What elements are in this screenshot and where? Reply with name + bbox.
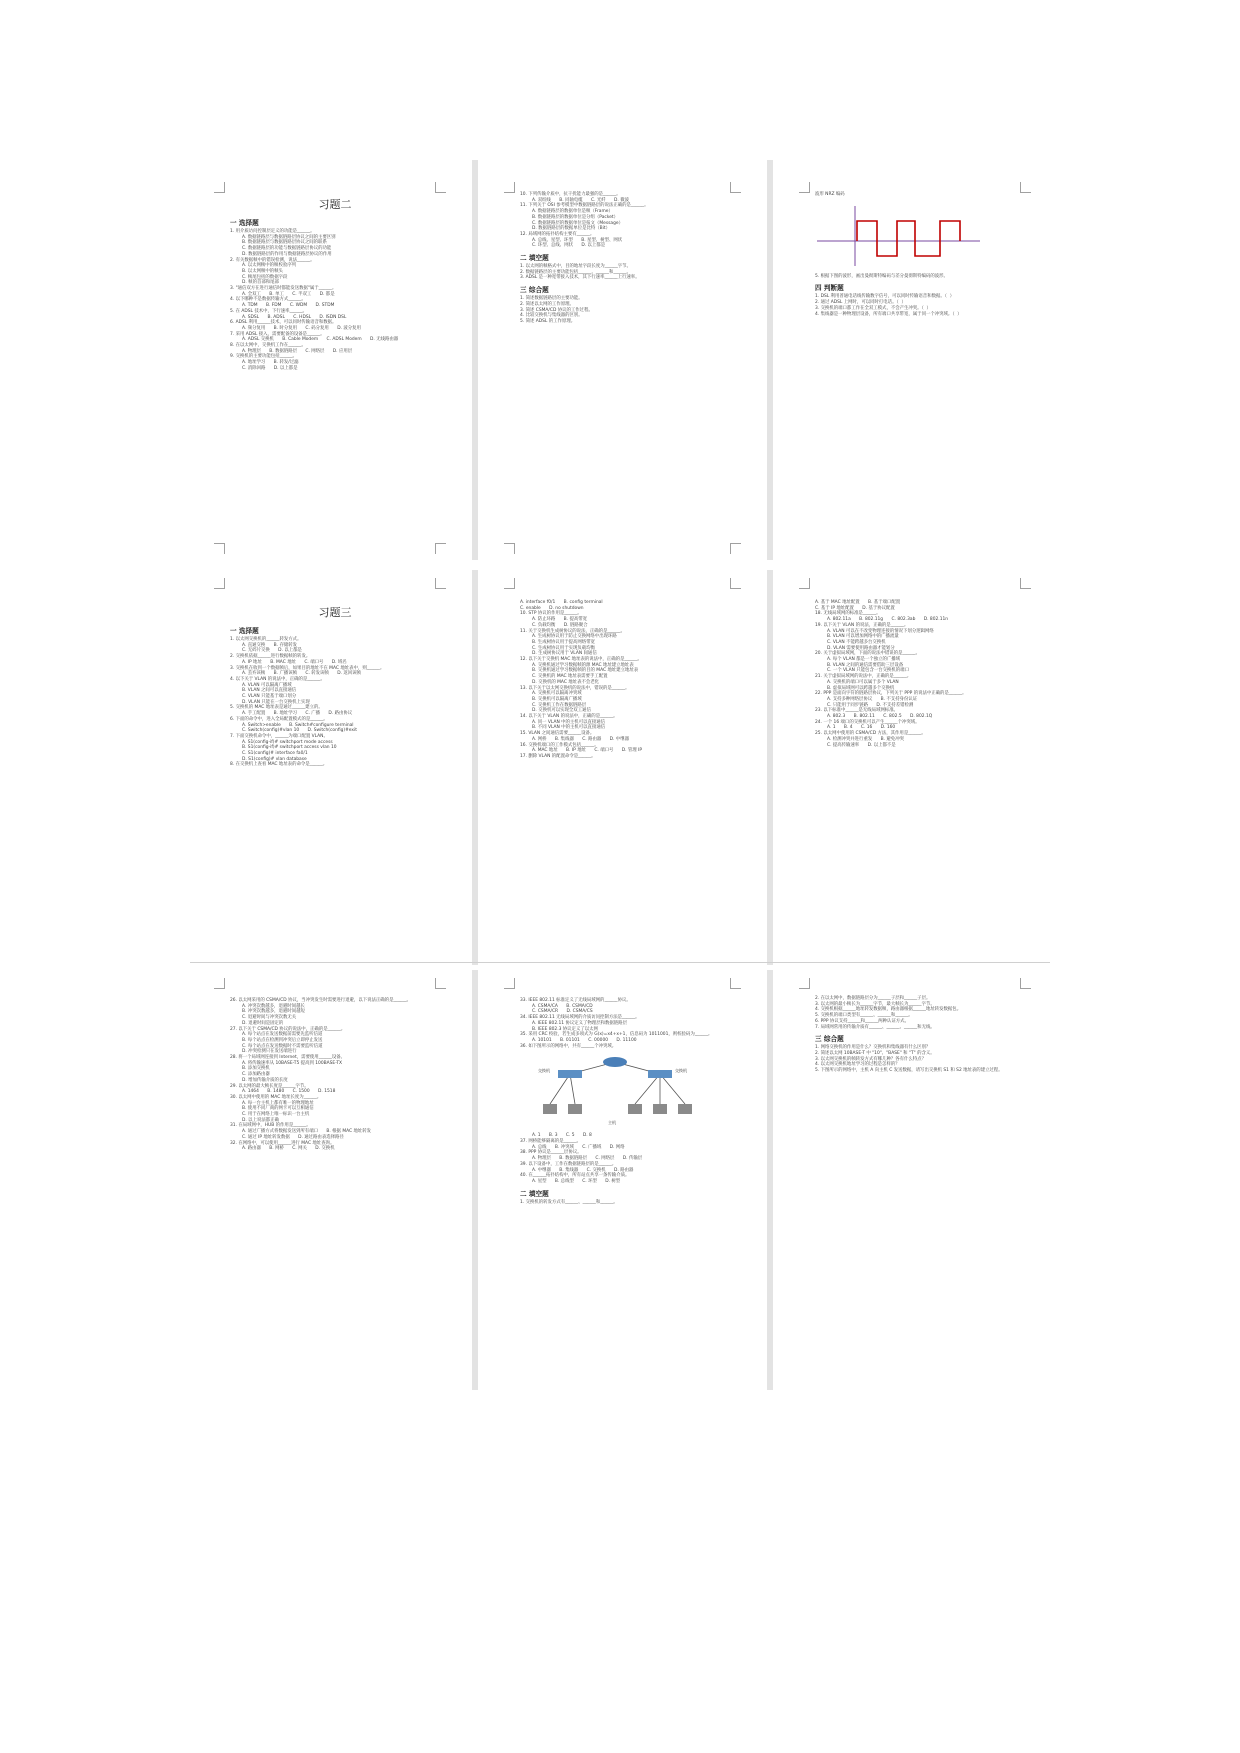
text-line: D. S1(config)# vlan database — [242, 756, 307, 762]
text-line: A. S1(config-if)# switchport mode access — [242, 739, 333, 745]
text-line: 17. 删除 VLAN 的配置命令是______。 — [520, 753, 596, 759]
text-line: B. 交换机通过学习数据帧的目的 MAC 地址建立地址表 — [532, 668, 639, 674]
section-heading: 二 填空题 — [520, 1189, 549, 1198]
row-separator — [190, 962, 1050, 963]
text-line: 24. 一个 16 端口的交换机可以产生______个冲突域。 — [815, 719, 920, 725]
page-lines — [520, 998, 735, 1049]
text-line: C. 提高传输速率 D. 以上都不是 — [827, 742, 896, 748]
text-line: A. IEEE 802.11 协议定义了物理层和数据链路层 — [532, 1020, 627, 1026]
page-text — [815, 996, 1025, 1074]
page-title: 习题三 — [318, 606, 352, 619]
text-line: B. S1(config-if)# switchport access vlan 10 — [242, 745, 337, 751]
page-8 — [480, 970, 765, 1390]
text-line: 3. 交换机在收到一个数据帧后，如果目的地址不在 MAC 地址表中，则______。 — [230, 665, 385, 671]
crop-mark — [799, 182, 810, 193]
text-line: 2. 数据链路层的主要功能包括______、______和______。 — [520, 269, 631, 275]
text-line: 1. 网络交换机的作用是什么？交换机和集线器有什么区别？ — [815, 1045, 931, 1051]
text-line: A. 物理层 B. 数据链路层 C. 网络层 D. 传输层 — [532, 1156, 643, 1162]
text-line: A. 全双工 B. 单工 C. 半双工 D. 都是 — [242, 291, 335, 297]
text-line: A. 1464 B. 1480 C. 1500 D. 1518 — [242, 1089, 336, 1095]
page-lines — [520, 192, 735, 325]
crop-mark — [435, 543, 446, 554]
text-line: 6. 下面的命令中，进入全局配置模式的是______。 — [230, 716, 328, 722]
text-line: 1. 交换机的转发方式有______、______和______。 — [520, 1199, 618, 1205]
text-line: 14. 以下关于 VLAN 的说法中，正确的是______。 — [520, 714, 618, 720]
text-line: 39. 以下设备中，工作在数据链路层的是______。 — [520, 1161, 617, 1167]
text-line: A. 基于 MAC 地址配置 B. 基于端口配置 — [815, 600, 901, 605]
text-line: 35. 采用 CRC 校验，若生成多项式为 G(x)=x4+x+1，信息码为 1011001，则校验码为______。 — [520, 1032, 713, 1038]
text-line: A. 星型 B. 总线型 C. 环型 D. 树型 — [532, 1178, 621, 1184]
page-5 — [480, 570, 765, 960]
page-text — [520, 600, 735, 760]
text-line: C. VLAN 只能基于端口划分 — [242, 694, 297, 700]
crop-mark — [214, 543, 225, 554]
text-line: 7. 局域网常用的传输介质有______、______、______和无线。 — [815, 1024, 935, 1030]
text-line: A. 双绞线 B. 同轴电缆 C. 光纤 D. 微波 — [532, 197, 629, 203]
column-gutter — [767, 160, 773, 560]
text-line: 16. 交换机端口的工作模式包括______。 — [520, 742, 599, 748]
text-line: 11. 关于交换机生成树协议的说法，正确的是______。 — [520, 628, 625, 634]
text-line: A. TDM B. FDM C. WDM D. STDM — [242, 303, 335, 309]
page-6 — [775, 570, 1055, 960]
text-line: A. 网桥 B. 集线器 C. 路由器 D. 中继器 — [532, 736, 629, 742]
page-lines — [815, 996, 1025, 1074]
text-line: A. 交换机的端口可以属于多个 VLAN — [827, 679, 899, 685]
text-line: B. 冲突次数越多，退避时间越短 — [242, 1009, 305, 1015]
text-line: C. 退避时间与冲突次数无关 — [242, 1015, 297, 1021]
router-icon — [603, 1057, 627, 1067]
text-line: C. 无碎片交换 D. 以上都是 — [242, 648, 302, 654]
text-line: 1. DSL 利用普通电话线传输数字信号，可以同时传输语音和数据。（ ） — [815, 294, 955, 300]
text-line: A. Switch>enable B. Switch#configure terminal — [242, 722, 354, 728]
text-line: D. VLAN 需要使用路由器才能划分 — [827, 645, 895, 651]
column-gutter — [472, 970, 478, 1390]
text-line: D. 数据链路层的作用与数据链路层协议的作用 — [242, 251, 332, 257]
crop-mark — [214, 578, 225, 589]
crop-mark — [504, 543, 515, 554]
text-line: A. 总线、星型、环型 B. 星型、树型、网状 — [532, 237, 623, 243]
text-line: C. CSMA/CR D. CSMA/CS — [532, 1009, 593, 1015]
text-line: 3. 以太网交换机的帧转发方式有哪几种？各有什么特点？ — [815, 1056, 926, 1062]
text-line: 3. "通信双方在进行通信时都能发送数据"属于______。 — [230, 286, 337, 292]
text-line: A. VLAN 可以隔离广播域 — [242, 682, 292, 688]
text-line: A. 冲突次数越多，退避时间越长 — [242, 1003, 305, 1009]
page-text — [815, 192, 1025, 317]
page-4 — [190, 570, 470, 960]
section-heading: 二 填空题 — [520, 254, 549, 263]
text-line: 1. 以太网的帧格式中，目的地址字段长度为______字节。 — [520, 264, 631, 270]
text-line: B. VLAN 之间可以直接通信 — [242, 688, 297, 694]
page-text — [520, 192, 735, 325]
text-line: A. interface f0/1 B. config terminal — [520, 600, 603, 605]
text-line: 23. 以下标准中______是无线局域网标准。 — [815, 708, 899, 714]
text-line: A. 路由器 B. 网桥 C. 网关 D. 交换机 — [242, 1146, 335, 1152]
text-line: 7. 采用 ADSL 接入，需要配备的设备是______。 — [230, 331, 325, 337]
text-line: D. 以上说法都正确 — [242, 1117, 279, 1123]
page-text — [230, 196, 440, 372]
page-text — [520, 998, 735, 1205]
text-line: A. 每个 VLAN 都是一个独立的广播域 — [827, 657, 901, 663]
text-line: A. ADSL 交换机 B. Cable Modem C. ADSL Modem D. 无线路由器 — [242, 337, 399, 343]
text-line: D. 冲突检测只在发送端进行 — [242, 1049, 297, 1055]
text-line: C. 通过 IP 地址转发数据 D. 通过路由表选择路径 — [242, 1134, 344, 1140]
text-line: 15. VLAN 之间通信需要______设备。 — [520, 731, 595, 737]
text-line: C. S1(config)# interface fa0/1 — [242, 751, 308, 757]
text-line: A. 总线 B. 冲突域 C. 广播域 D. 网络 — [532, 1144, 625, 1150]
text-line: C. 帧尾包括的数据字段 — [242, 274, 288, 280]
text-line: 4. 集线器是一种物理层设备，所有端口共享带宽，属于同一个冲突域。（ ） — [815, 311, 962, 317]
text-line: B. 交换机可以隔离广播域 — [532, 696, 582, 702]
text-line: 26. 以太网采用的 CSMA/CD 协议，当冲突发生时需要进行退避，以下说法正确的是______。 — [230, 998, 412, 1003]
page-2 — [480, 160, 765, 560]
text-line: D. 交换机可以实现全双工通信 — [532, 708, 591, 714]
text-line: 2. 简述以太网的工作原理。 — [520, 301, 574, 307]
figure-link — [550, 1074, 570, 1104]
crop-mark — [799, 978, 810, 989]
text-line: 4. 比较交换机与集线器的区别。 — [520, 313, 583, 319]
waveform-signal — [857, 221, 960, 256]
text-line: B. 生成树协议用于提高网络带宽 — [532, 639, 595, 645]
text-line: B. 使用不同厂商的网卡可以互相通信 — [242, 1106, 314, 1112]
text-line: D. 帧的首部和尾部 — [242, 280, 279, 286]
figure-label: 交换机 — [538, 1068, 550, 1074]
text-line: C. enable D. no shutdown — [520, 605, 584, 611]
text-line: 36. 如下图所示的网络中，共有______个冲突域。 — [520, 1043, 617, 1049]
text-line: D. VLAN 只能在一台交换机上实现 — [242, 699, 310, 705]
text-line: D. 增加传输介质的长度 — [242, 1077, 288, 1083]
text-line: 12. 局域网的拓扑结构主要有______。 — [520, 231, 595, 237]
text-line: 2. 简述以太网 10BASE-T 中 "10"、"BASE" 和 "T" 的含义。 — [815, 1050, 935, 1056]
text-line: A. 物理层 B. 数据链路层 C. 网络层 D. 应用层 — [242, 348, 353, 354]
text-line: A. 802.11a B. 802.11g C. 802.3ab D. 802.11n — [827, 617, 949, 623]
text-line: 2. 交换机依据______进行数据帧的转发。 — [230, 654, 311, 660]
figure-link — [660, 1074, 685, 1104]
section-heading: 一 选择题 — [230, 219, 259, 227]
waveform-figure — [815, 201, 985, 271]
text-line: B. 数据链路层的数据单位是分组（Packet） — [532, 214, 619, 220]
crop-mark — [504, 978, 515, 989]
crop-mark — [214, 978, 225, 989]
page-lines — [230, 217, 440, 372]
text-line: 5. 简述 ADSL 的工作原理。 — [520, 318, 576, 324]
text-line: 6. PPP 协议支持______和______两种认证方式。 — [815, 1018, 909, 1024]
crop-mark — [504, 182, 515, 193]
page-9 — [775, 970, 1055, 1390]
text-line: 32. 在网络中，可以使用______进行 MAC 地址查询。 — [230, 1140, 335, 1146]
text-line: C. Switch(config)#vlan 10 D. Switch(config)#exit — [242, 728, 357, 734]
text-line: 1. 以太网交换机的______转发方式。 — [230, 637, 302, 642]
page-lines — [815, 192, 1025, 198]
text-line: B. 添加交换机 — [242, 1066, 270, 1072]
text-line: C. 只能用于同步链路 D. 不支持差错检测 — [827, 702, 914, 708]
computer-icon — [543, 1104, 557, 1114]
text-line: A. 直通交换 B. 存储转发 — [242, 642, 298, 648]
text-line: A. SDSL B. ADSL C. HDSL D. ISDN DSL — [242, 314, 347, 320]
computer-icon — [568, 1104, 582, 1114]
column-gutter — [767, 570, 773, 965]
text-line: 5. 在 ADSL 技术中，下行速率______。 — [230, 308, 308, 314]
text-line: B. 以太网帧中的帧头 — [242, 268, 283, 274]
section-heading: 三 综合题 — [520, 286, 549, 295]
switch-icon — [558, 1070, 582, 1078]
text-line: A. 每一台主机上都有唯一的物理地址 — [242, 1100, 314, 1106]
text-line: C. 数据链路层的数据单位是报文（Message） — [532, 220, 623, 226]
text-line: A. IP 地址 B. MAC 地址 C. 端口号 D. 域名 — [242, 659, 347, 665]
crop-mark — [504, 578, 515, 589]
figure-label: 主机 — [608, 1120, 616, 1126]
page-lines — [230, 998, 440, 1152]
text-line: 25. 以太网中使用的 CSMA/CD 方法，其作用是______。 — [815, 731, 926, 737]
text-line: A. 生成树协议用于防止交换网络中出现环路 — [532, 634, 617, 640]
column-gutter — [767, 970, 773, 1390]
text-line: 8. 在交换机上查看 MAC 地址表的命令是______。 — [230, 762, 328, 768]
text-line: A. 交换机可以隔离冲突域 — [532, 691, 582, 697]
crop-mark — [435, 182, 446, 193]
text-line: A. 将传输速率从 10BASE-T5 提高到 100BASE-TX — [242, 1060, 343, 1066]
text-line: A. 支持多种网络层协议 B. 不支持身份认证 — [827, 696, 918, 702]
text-line: C. 用于在网络上唯一标识一台主机 — [242, 1112, 310, 1118]
text-line: 12. 以下关于交换机 MAC 地址表的说法中，正确的是______。 — [520, 657, 642, 663]
text-line: 13. 以下关于以太网交换机的说法中，错误的是______。 — [520, 685, 630, 691]
text-line: A. 以太网帧中的帧校验序列 — [242, 263, 297, 269]
text-line: 3. ADSL 是一种宽带接入技术，其下行速率______上行速率。 — [520, 275, 640, 281]
text-line: 6. ADSL 利用______技术，可以同时传输语音和数据。 — [230, 320, 337, 326]
text-line: D. 交换机的 MAC 地址表不会老化 — [532, 679, 600, 685]
column-gutter — [472, 160, 478, 560]
crop-mark — [435, 578, 446, 589]
text-line: B. 数据链路层与数据链路层协议之间的联系 — [242, 240, 327, 246]
text-line: 2. 在以太网中，数据链路层分为______子层和______子层。 — [815, 996, 931, 1001]
text-line: A. 802.3 B. 802.11 C. 802.5 D. 802.1Q — [827, 714, 933, 720]
figure-link — [570, 1074, 575, 1104]
text-line: 34. IEEE 802.11 无线局域网的介质访问控制方法是______。 — [520, 1015, 640, 1021]
text-line: 4. 以太网交换机地址学习的过程是怎样的？ — [815, 1062, 900, 1068]
text-line: B. 每个站点在检测到冲突后立即停止发送 — [242, 1037, 323, 1043]
page-lines — [520, 1133, 735, 1205]
text-line: 8. 在以太网中，交换机工作在______。 — [230, 343, 306, 349]
page-text — [815, 600, 1025, 748]
text-line: 4. 以下关于 VLAN 的说法中，正确的是______。 — [230, 676, 325, 682]
text-line: 1. 用介质访问控制层定义的功能是______。 — [230, 229, 315, 234]
text-line: A. 检测冲突并进行重发 B. 避免冲突 — [827, 736, 904, 742]
text-line: C. 负载均衡 D. 链路聚合 — [532, 622, 588, 628]
figure-label: 交换机 — [675, 1068, 687, 1074]
text-line: 40. 在______拓扑结构中，所有站点共享一条传输介质。 — [520, 1173, 630, 1179]
text-line: C. 一个 VLAN 只能包含一台交换机的端口 — [827, 668, 909, 674]
text-line: C. 交换机的 MAC 地址表需要手工配置 — [532, 674, 608, 680]
switch-icon — [648, 1070, 672, 1078]
section-heading: 三 综合题 — [815, 1035, 844, 1044]
text-line: A. 1 B. 3 C. 5 D. 8 — [532, 1133, 592, 1139]
text-line: A. 同一 VLAN 中的主机可以直接通信 — [532, 719, 606, 725]
text-line: 22. PPP 是面向字符的链路层协议，下列关于 PPP 的说法中正确的是______。 — [815, 691, 967, 697]
text-line: C. 每个站点在发送数据时不需要监听信道 — [242, 1043, 323, 1049]
crop-mark — [214, 182, 225, 193]
text-line: C. 交换机工作在数据链路层 — [532, 702, 587, 708]
text-line: D. 退避时间是固定的 — [242, 1020, 284, 1026]
text-line: 19. 以下关于 VLAN 的说法，正确的是______。 — [815, 622, 909, 628]
crop-mark — [1020, 978, 1031, 989]
text-line: A. 通过广播方式将数据发送到所有端口 B. 根据 MAC 地址转发 — [242, 1129, 372, 1135]
section-heading: 四 判断题 — [815, 284, 844, 293]
text-line: 波形 NRZ 编码 — [815, 192, 845, 197]
text-line: 30. 以太网中使用的 MAC 地址长度为______。 — [230, 1094, 322, 1100]
crop-mark — [730, 543, 741, 554]
text-line: 38. PPP 协议是______层协议。 — [520, 1150, 582, 1156]
text-line: A. 交换机通过学习数据帧的源 MAC 地址建立地址表 — [532, 662, 634, 668]
text-line: 33. IEEE 802.11 标准定义了无线局域网的______协议。 — [520, 998, 631, 1003]
text-line: A. 频分复用 B. 时分复用 C. 码分复用 D. 波分复用 — [242, 325, 361, 331]
text-line: B. 不同 VLAN 中的主机可以直接通信 — [532, 725, 606, 731]
page-lines — [520, 600, 735, 760]
text-line: B. VLAN 可以增加网络中的广播流量 — [827, 634, 899, 640]
text-line: 37. 网桥能够隔离的是______。 — [520, 1139, 582, 1145]
page-title: 习题二 — [318, 198, 352, 211]
text-line: A. 数据链路层与数据链路层协议之间的主要区别 — [242, 234, 336, 240]
text-line: A. 防止环路 B. 提高带宽 — [532, 617, 588, 623]
crop-mark — [435, 978, 446, 989]
text-line: 28. 将一个局域网连接到 Internet，需要使用______设备。 — [230, 1055, 346, 1061]
text-line: C. 数据链路层的功能与数据链路层协议的功能 — [242, 246, 332, 252]
text-line: B. IEEE 802.3 协议定义了以太网 — [532, 1026, 598, 1032]
text-line: 3. 以太网的最小帧长为______字节，最大帧长为______字节。 — [815, 1001, 935, 1007]
text-line: A. 丢弃该帧 B. 广播该帧 C. 转发该帧 D. 返回该帧 — [242, 671, 361, 677]
text-line: A. MAC 地址 B. IP 地址 C. 端口号 D. 管理 IP — [532, 748, 643, 754]
text-line: B. VLAN 之间的通信需要借助三层设备 — [827, 662, 904, 668]
column-gutter — [472, 570, 478, 965]
text-line: 5. 交换机的端口类型有______、______和______。 — [815, 1013, 913, 1019]
text-line: 10. 下列传输介质中，抗干扰能力最强的是______。 — [520, 192, 621, 197]
crop-mark — [799, 578, 810, 589]
text-line: A. VLAN 可以在不改变物理连接的情况下划分逻辑网络 — [827, 628, 934, 634]
text-line: 2. 有关数据帧中的错误检测，说法______。 — [230, 257, 315, 263]
page-1 — [190, 160, 470, 560]
text-line: C. 消除回路 D. 以上都是 — [242, 365, 298, 371]
text-line: A. 每个站点在发送数据前需要先监听信道 — [242, 1032, 323, 1038]
text-line: C. 基于 IP 地址配置 D. 基于协议配置 — [815, 605, 895, 611]
text-line: 7. 下面交换机命令中，______为端口配置 VLAN。 — [230, 733, 328, 739]
text-line: 5. 下图所示的网络中，主机 A 向主机 C 发送数据，请写出交换机 S1 和 S2 地址表的建立过程。 — [815, 1068, 1003, 1074]
text-line: 20. 关于虚拟局域网，下面的说法中错误的是______。 — [815, 651, 920, 657]
text-line: 5. 交换机的 MAC 地址表是通过______建立的。 — [230, 705, 323, 711]
text-line: A. 地址学习 B. 转发/过滤 — [242, 360, 299, 366]
text-line: 2. 通过 ADSL 上网时，可以同时打电话。（ ） — [815, 300, 906, 306]
text-line: 4. 交换机根据______地址转发数据帧，路由器根据______地址转发数据包。 — [815, 1007, 962, 1013]
text-line: B. 虚拟局域网可以跨越多个交换机 — [827, 685, 895, 691]
text-line: C. 环型、总线、网状 D. 以上都是 — [532, 243, 606, 249]
text-line: 11. 下列关于 OSI 参考模型中数据链路层的说法正确的是______。 — [520, 203, 649, 209]
text-line: 18. 无线局域网的标准是______。 — [815, 611, 881, 617]
page-lines — [815, 274, 1025, 318]
text-line: 5. 根据下图的波形，画出曼彻斯特编码与差分曼彻斯特编码的波形。 — [815, 273, 948, 279]
page-lines — [815, 600, 1025, 748]
text-line: A. 10101 B. 01101 C. 00000 D. 11100 — [532, 1037, 637, 1043]
text-line: 31. 在局域网中，HUB 的作用是______。 — [230, 1123, 311, 1129]
text-line: C. VLAN 不能跨越多台交换机 — [827, 639, 886, 645]
text-line: 29. 以太网的最大帧长度是______字节。 — [230, 1083, 309, 1089]
section-heading: 一 选择题 — [230, 627, 259, 635]
text-line: 10. STP 协议的作用是______。 — [520, 611, 582, 617]
crop-mark — [730, 578, 741, 589]
page-text — [230, 604, 440, 768]
text-line: D. 数据链路层的数据单位是比特（Bit） — [532, 226, 610, 232]
text-line: 21. 关于虚拟局域网的说法中，正确的是______。 — [815, 674, 912, 680]
computer-icon — [678, 1104, 692, 1114]
computer-icon — [653, 1104, 667, 1114]
text-line: A. 中继器 B. 集线器 C. 交换机 D. 路由器 — [532, 1167, 634, 1173]
crop-mark — [1020, 578, 1031, 589]
text-line: C. 添加路由器 — [242, 1072, 270, 1078]
network-figure — [530, 1052, 700, 1130]
text-line: 27. 以下关于 CSMA/CD 协议的说法中，正确的是______。 — [230, 1026, 346, 1032]
text-line: 3. 简述 CSMA/CD 协议的工作过程。 — [520, 307, 593, 313]
text-line: A. 1 B. 4 C. 16 D. 160 — [827, 725, 896, 731]
computer-icon — [628, 1104, 642, 1114]
page-3 — [775, 160, 1055, 560]
page-lines — [230, 625, 440, 768]
text-line: A. 手工配置 B. 地址学习 C. 广播 D. 路由协议 — [242, 711, 353, 717]
page-text — [230, 998, 440, 1152]
text-line: 9. 交换机的主要功能包括______。 — [230, 354, 298, 360]
text-line: 3. 交换机的端口都工作在全双工模式，不会产生冲突。（ ） — [815, 305, 931, 311]
text-line: C. 生成树协议用于实现负载均衡 — [532, 645, 595, 651]
page-7 — [190, 970, 470, 1390]
text-line: 1. 简述数据链路层的主要功能。 — [520, 296, 583, 302]
text-line: A. CSMA/CA B. CSMA/CD — [532, 1003, 593, 1009]
figure-link — [635, 1074, 660, 1104]
text-line: 4. 以下哪种不是数据传输方式______。 — [230, 297, 306, 303]
crop-mark — [730, 978, 741, 989]
text-line: A. 数据链路层的数据单位是帧（Frame） — [532, 209, 613, 215]
text-line: D. 生成树协议用于 VLAN 间通信 — [532, 651, 597, 657]
